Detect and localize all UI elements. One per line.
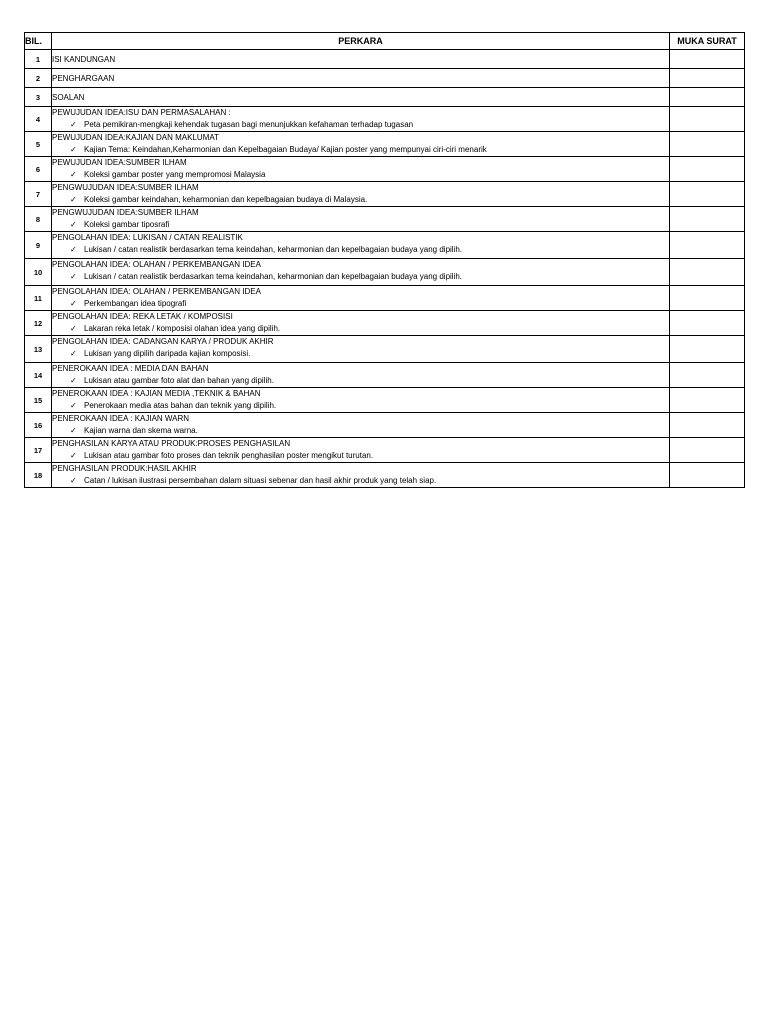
item-subpoint <box>52 271 669 283</box>
row-item <box>52 69 670 88</box>
table-row <box>25 69 745 88</box>
page-number-cell <box>670 438 745 463</box>
header-muka-surat: MUKA SURAT <box>670 33 745 50</box>
item-title: PENGOLAHAN IDEA: CADANGAN KARYA / PRODUK AKHIR <box>52 337 274 346</box>
table-row <box>25 182 745 207</box>
table-row <box>25 107 745 132</box>
item-title: PENGOLAHAN IDEA: OLAHAN / PERKEMBANGAN IDEA <box>52 260 261 269</box>
subpoint-text: Kajian Tema: Keindahan,Keharmonian dan Kepelbagaian Budaya/ Kajian poster yang mempunyai ciri-ciri menarik <box>84 145 487 154</box>
table-row <box>25 311 745 336</box>
check-mark-icon: ✓ <box>70 324 77 333</box>
page-number-cell <box>670 259 745 286</box>
row-number: 5 <box>25 132 52 157</box>
subpoint-text: Lukisan atau gambar foto proses dan teknik penghasilan poster mengikut turutan. <box>84 451 374 460</box>
row-item <box>52 311 670 336</box>
row-number: 8 <box>25 207 52 232</box>
item-title: PENEROKAAN IDEA : KAJIAN MEDIA ,TEKNIK & BAHAN <box>52 389 261 398</box>
table-row <box>25 50 745 69</box>
page-number-cell <box>670 182 745 207</box>
table-row <box>25 259 745 286</box>
table-row <box>25 413 745 438</box>
subpoint-text: Peta pemikiran-mengkaji kehendak tugasan bagi menunjukkan kefahaman terhadap tugasan <box>84 120 414 129</box>
item-subpoint <box>52 194 669 206</box>
subpoint-text: Koleksi gambar poster yang mempromosi Malaysia <box>84 170 266 179</box>
item-subpoint <box>52 375 669 387</box>
item-title: PENGOLAHAN IDEA: REKA LETAK / KOMPOSISI <box>52 312 233 321</box>
check-mark-icon: ✓ <box>70 451 77 460</box>
table-row <box>25 132 745 157</box>
table-row <box>25 388 745 413</box>
item-title: PEWUJUDAN IDEA:SUMBER ILHAM <box>52 158 187 167</box>
table-row <box>25 88 745 107</box>
row-item <box>52 463 670 488</box>
row-number: 4 <box>25 107 52 132</box>
item-subpoint <box>52 400 669 412</box>
page-number-cell <box>670 157 745 182</box>
row-number: 15 <box>25 388 52 413</box>
check-mark-icon: ✓ <box>70 272 77 281</box>
item-subpoint <box>52 244 669 256</box>
row-number: 16 <box>25 413 52 438</box>
row-number: 18 <box>25 463 52 488</box>
item-title: ISI KANDUNGAN <box>52 55 116 64</box>
row-item <box>52 88 670 107</box>
row-item <box>52 259 670 286</box>
item-subpoint <box>52 425 669 437</box>
item-title: PENGOLAHAN IDEA: LUKISAN / CATAN REALISTIK <box>52 233 243 242</box>
subpoint-text: Lukisan yang dipilih daripada kajian komposisi. <box>84 349 251 358</box>
row-number: 10 <box>25 259 52 286</box>
table-header-row <box>25 33 745 50</box>
page-number-cell <box>670 132 745 157</box>
item-title: PENGHASILAN KARYA ATAU PRODUK:PROSES PENGHASILAN <box>52 439 291 448</box>
subpoint-text: Lakaran reka letak / komposisi olahan idea yang dipilih. <box>84 324 281 333</box>
row-number: 17 <box>25 438 52 463</box>
subpoint-text: Perkembangan idea tipografi <box>84 299 187 308</box>
page-number-cell <box>670 388 745 413</box>
page-number-cell <box>670 88 745 107</box>
row-item <box>52 50 670 69</box>
row-item <box>52 336 670 363</box>
page-number-cell <box>670 286 745 311</box>
table-row <box>25 438 745 463</box>
item-title: PEWUJUDAN IDEA:KAJIAN DAN MAKLUMAT <box>52 133 219 142</box>
row-number: 2 <box>25 69 52 88</box>
table-row <box>25 157 745 182</box>
check-mark-icon: ✓ <box>70 170 77 179</box>
subpoint-text: Penerokaan media atas bahan dan teknik yang dipilih. <box>84 401 277 410</box>
row-item <box>52 232 670 259</box>
check-mark-icon: ✓ <box>70 245 77 254</box>
row-item <box>52 388 670 413</box>
item-title: PEWUJUDAN IDEA:ISU DAN PERMASALAHAN : <box>52 108 231 117</box>
page-number-cell <box>670 363 745 388</box>
item-subpoint <box>52 169 669 181</box>
item-subpoint <box>52 119 669 131</box>
subpoint-text: Kajian warna dan skema warna. <box>84 426 198 435</box>
page-number-cell <box>670 336 745 363</box>
item-subpoint <box>52 144 669 156</box>
subpoint-text: Koleksi gambar keindahan, keharmonian dan kepelbagaian budaya di Malaysia. <box>84 195 368 204</box>
item-subpoint <box>52 348 669 360</box>
page-number-cell <box>670 207 745 232</box>
row-item <box>52 363 670 388</box>
item-subpoint <box>52 475 669 487</box>
item-title: PENGHASILAN PRODUK:HASIL AKHIR <box>52 464 197 473</box>
row-item <box>52 132 670 157</box>
header-perkara: PERKARA <box>52 33 670 50</box>
item-subpoint <box>52 323 669 335</box>
row-item <box>52 438 670 463</box>
row-number: 1 <box>25 50 52 69</box>
table-row <box>25 286 745 311</box>
row-number: 11 <box>25 286 52 311</box>
table-row <box>25 463 745 488</box>
row-number: 12 <box>25 311 52 336</box>
row-item <box>52 182 670 207</box>
contents-table <box>24 32 745 488</box>
item-title: PENEROKAAN IDEA : MEDIA DAN BAHAN <box>52 364 209 373</box>
item-title: SOALAN <box>52 93 85 102</box>
page-number-cell <box>670 311 745 336</box>
item-title: PENGOLAHAN IDEA: OLAHAN / PERKEMBANGAN IDEA <box>52 287 261 296</box>
subpoint-text: Lukisan / catan realistik berdasarkan tema keindahan, keharmonian dan kepelbagaian budaya yang dipilih. <box>84 245 463 254</box>
check-mark-icon: ✓ <box>70 426 77 435</box>
item-title: PENGWUJUDAN IDEA:SUMBER ILHAM <box>52 208 199 217</box>
table-row <box>25 207 745 232</box>
row-number: 6 <box>25 157 52 182</box>
row-item <box>52 157 670 182</box>
table-row <box>25 363 745 388</box>
check-mark-icon: ✓ <box>70 476 77 485</box>
item-subpoint <box>52 298 669 310</box>
subpoint-text: Koleksi gambar tiposrafi <box>84 220 170 229</box>
check-mark-icon: ✓ <box>70 299 77 308</box>
row-number: 3 <box>25 88 52 107</box>
check-mark-icon: ✓ <box>70 376 77 385</box>
header-bil: BIL. <box>25 33 52 50</box>
subpoint-text: Lukisan / catan realistik berdasarkan tema keindahan, keharmonian dan kepelbagaian budaya yang dipilih. <box>84 272 463 281</box>
item-title: PENGHARGAAN <box>52 74 115 83</box>
page-number-cell <box>670 413 745 438</box>
row-item <box>52 413 670 438</box>
page-number-cell <box>670 107 745 132</box>
table-body <box>25 50 745 488</box>
page-number-cell <box>670 232 745 259</box>
page-number-cell <box>670 69 745 88</box>
check-mark-icon: ✓ <box>70 120 77 129</box>
table-row <box>25 232 745 259</box>
page-number-cell <box>670 50 745 69</box>
item-subpoint <box>52 219 669 231</box>
item-subpoint <box>52 450 669 462</box>
row-item <box>52 207 670 232</box>
page-number-cell <box>670 463 745 488</box>
row-number: 13 <box>25 336 52 363</box>
item-title: PENGWUJUDAN IDEA:SUMBER ILHAM <box>52 183 199 192</box>
check-mark-icon: ✓ <box>70 401 77 410</box>
item-title: PENEROKAAN IDEA : KAJIAN WARN <box>52 414 190 423</box>
check-mark-icon: ✓ <box>70 349 77 358</box>
row-number: 9 <box>25 232 52 259</box>
check-mark-icon: ✓ <box>70 145 77 154</box>
row-number: 14 <box>25 363 52 388</box>
subpoint-text: Catan / lukisan ilustrasi persembahan dalam situasi sebenar dan hasil akhir produk yang telah siap. <box>84 476 437 485</box>
row-number: 7 <box>25 182 52 207</box>
check-mark-icon: ✓ <box>70 220 77 229</box>
subpoint-text: Lukisan atau gambar foto alat dan bahan yang dipilih. <box>84 376 274 385</box>
row-item <box>52 107 670 132</box>
row-item <box>52 286 670 311</box>
table-row <box>25 336 745 363</box>
check-mark-icon: ✓ <box>70 195 77 204</box>
